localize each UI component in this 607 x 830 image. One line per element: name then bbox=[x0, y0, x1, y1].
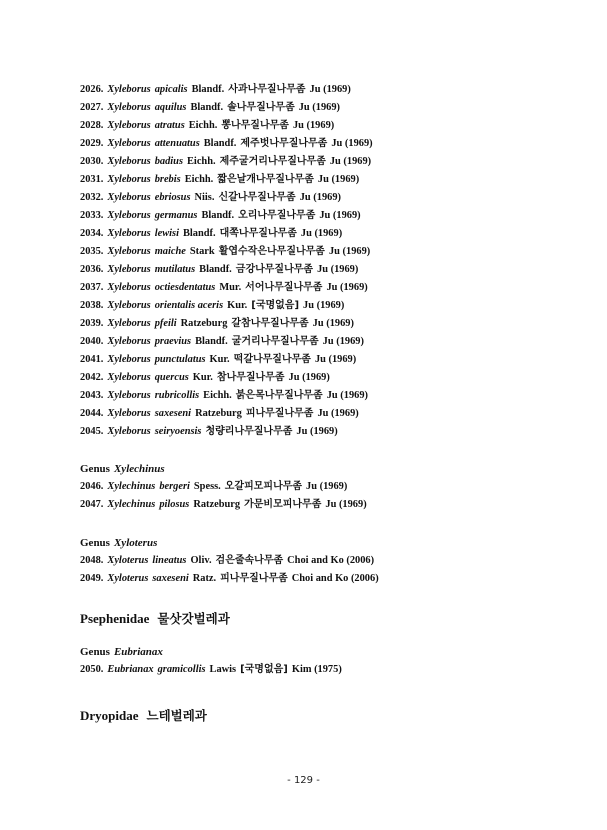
reference: Ju (1969) bbox=[322, 336, 364, 347]
species-entry bbox=[80, 425, 338, 438]
reference: Ju (1969) bbox=[300, 228, 343, 239]
entry-number: 2039. bbox=[80, 318, 104, 329]
reference: Ju (1969) bbox=[314, 354, 357, 365]
korean-name: 활엽수작은나무질나무좀 bbox=[218, 246, 325, 257]
family-heading bbox=[80, 611, 230, 627]
korean-name: 붉은목나무질나무좀 bbox=[235, 390, 323, 401]
reference: Ju (1969) bbox=[326, 390, 368, 401]
genus-epithet: Xyleborus bbox=[107, 318, 151, 329]
species-epithet: quercus bbox=[154, 372, 189, 383]
species-epithet: mutilatus bbox=[154, 264, 196, 275]
korean-name: 피나무질나무좀 bbox=[245, 408, 314, 419]
species-epithet: punctulatus bbox=[154, 354, 206, 365]
korean-name: 서어나무질나무좀 bbox=[245, 282, 323, 293]
korean-name: 금강나무질나무좀 bbox=[235, 264, 314, 275]
entry-number: 2034. bbox=[80, 228, 104, 239]
entry-number: 2040. bbox=[80, 336, 104, 347]
genus-epithet: Xylechinus bbox=[107, 481, 156, 492]
reference: Ju (1969) bbox=[331, 138, 373, 149]
species-epithet: pilosus bbox=[159, 499, 190, 510]
genus-epithet: Xyleborus bbox=[107, 192, 151, 203]
author: Ratz. bbox=[192, 573, 217, 584]
entry-number: 2033. bbox=[80, 210, 104, 221]
genus-epithet: Xyloterus bbox=[107, 555, 149, 566]
entry-number: 2035. bbox=[80, 246, 104, 257]
reference: Kim (1975) bbox=[291, 664, 342, 675]
genus-label: Genus bbox=[80, 463, 110, 475]
species-epithet: pfeili bbox=[154, 318, 177, 329]
reference: Ju (1969) bbox=[325, 499, 367, 510]
species-entry bbox=[80, 389, 368, 402]
korean-name: 갈참나무질나무좀 bbox=[231, 318, 309, 329]
genus-epithet: Xyleborus bbox=[107, 246, 151, 257]
species-epithet: lewisi bbox=[154, 228, 179, 239]
author: Eichh. bbox=[184, 174, 214, 185]
species-entry bbox=[80, 480, 347, 493]
species-entry bbox=[80, 209, 361, 222]
author: Spess. bbox=[193, 481, 221, 492]
species-entry bbox=[80, 317, 354, 330]
species-epithet: germanus bbox=[154, 210, 198, 221]
genus-name: Xyloterus bbox=[113, 537, 158, 549]
genus-epithet: Xyleborus bbox=[107, 300, 151, 311]
species-entry bbox=[80, 173, 359, 186]
reference: Choi and Ko (2006) bbox=[291, 573, 379, 584]
author: Niis. bbox=[194, 192, 215, 203]
species-entry bbox=[80, 119, 334, 132]
korean-name: 검은줄속나무좀 bbox=[215, 555, 284, 566]
species-epithet: aquilus bbox=[154, 102, 187, 113]
author: Eichh. bbox=[203, 390, 232, 401]
entry-number: 2050. bbox=[80, 664, 104, 675]
author: Ratzeburg bbox=[180, 318, 228, 329]
entry-number: 2037. bbox=[80, 282, 104, 293]
species-entry bbox=[80, 407, 359, 420]
reference: Ju (1969) bbox=[292, 120, 335, 131]
korean-name: 떡갈나무질나무좀 bbox=[233, 354, 311, 365]
species-entry bbox=[80, 663, 342, 676]
reference: Ju (1969) bbox=[288, 372, 330, 383]
entry-number: 2028. bbox=[80, 120, 104, 131]
species-entry bbox=[80, 335, 364, 348]
species-epithet: brebis bbox=[154, 174, 181, 185]
reference: Ju (1969) bbox=[317, 174, 360, 185]
document-page bbox=[80, 0, 590, 830]
species-epithet: saxeseni bbox=[152, 573, 189, 584]
genus-heading bbox=[80, 462, 165, 476]
genus-epithet: Xyleborus bbox=[107, 336, 151, 347]
entry-number: 2032. bbox=[80, 192, 104, 203]
reference: Ju (1969) bbox=[309, 84, 351, 95]
genus-heading bbox=[80, 645, 163, 659]
species-entry bbox=[80, 263, 358, 276]
author: Lawis bbox=[209, 664, 237, 675]
entry-number: 2049. bbox=[80, 573, 104, 584]
species-entry bbox=[80, 498, 367, 511]
species-entry bbox=[80, 245, 370, 258]
entry-number: 2038. bbox=[80, 300, 104, 311]
author: Kur. bbox=[227, 300, 248, 311]
reference: Ju (1969) bbox=[303, 300, 345, 311]
reference: Choi and Ko (2006) bbox=[287, 555, 375, 566]
genus-epithet: Xyleborus bbox=[107, 102, 151, 113]
entry-number: 2043. bbox=[80, 390, 104, 401]
reference: Ju (1969) bbox=[306, 481, 348, 492]
species-epithet: attenuatus bbox=[154, 138, 200, 149]
author: Kur. bbox=[209, 354, 230, 365]
entry-number: 2042. bbox=[80, 372, 104, 383]
genus-epithet: Xyleborus bbox=[107, 120, 151, 131]
species-epithet: gramicollis bbox=[157, 664, 206, 675]
genus-name: Xylechinus bbox=[113, 463, 165, 475]
genus-name: Eubrianax bbox=[113, 646, 163, 658]
species-entry bbox=[80, 572, 379, 585]
genus-epithet: Xyleborus bbox=[107, 174, 151, 185]
genus-epithet: Xyleborus bbox=[107, 390, 151, 401]
species-entry bbox=[80, 155, 371, 168]
korean-name: 가문비모피나무좀 bbox=[244, 499, 322, 510]
entry-number: 2041. bbox=[80, 354, 104, 365]
genus-label: Genus bbox=[80, 646, 110, 658]
reference: Ju (1969) bbox=[317, 264, 359, 275]
author: Blandf. bbox=[191, 84, 225, 95]
entry-number: 2047. bbox=[80, 499, 104, 510]
korean-name: 신갈나무질나무좀 bbox=[218, 192, 296, 203]
korean-name: 대쪽나무질나무좀 bbox=[219, 228, 297, 239]
reference: Ju (1969) bbox=[299, 192, 341, 203]
entry-number: 2044. bbox=[80, 408, 104, 419]
korean-name: 오갈피모피나무좀 bbox=[224, 481, 303, 492]
species-entry bbox=[80, 554, 374, 567]
korean-name: 사과나무질나무좀 bbox=[228, 84, 306, 95]
author: Blandf. bbox=[203, 138, 237, 149]
family-korean-name: 물삿갓벌레과 bbox=[157, 611, 230, 626]
author: Eichh. bbox=[188, 120, 218, 131]
entry-number: 2048. bbox=[80, 555, 104, 566]
korean-name: [국명없음] bbox=[240, 664, 288, 675]
author: Blandf. bbox=[195, 336, 228, 347]
species-epithet: atratus bbox=[154, 120, 185, 131]
species-entry bbox=[80, 299, 344, 312]
genus-epithet: Xyleborus bbox=[107, 264, 151, 275]
genus-epithet: Eubrianax bbox=[107, 664, 154, 675]
korean-name: 굴거리나무질나무좀 bbox=[231, 336, 319, 347]
entry-number: 2026. bbox=[80, 84, 104, 95]
entry-number: 2029. bbox=[80, 138, 104, 149]
page-number: - 129 - bbox=[287, 775, 320, 786]
species-epithet: orientalis aceris bbox=[154, 300, 224, 311]
family-latin-name: Dryopidae bbox=[80, 708, 139, 723]
genus-epithet: Xyleborus bbox=[107, 210, 151, 221]
korean-name: 참나무질나무좀 bbox=[216, 372, 285, 383]
author: Blandf. bbox=[190, 102, 224, 113]
genus-epithet: Xyloterus bbox=[107, 573, 149, 584]
reference: Ju (1969) bbox=[326, 282, 368, 293]
genus-epithet: Xyleborus bbox=[107, 372, 151, 383]
author: Blandf. bbox=[201, 210, 235, 221]
author: Blandf. bbox=[199, 264, 232, 275]
korean-name: 짧은날개나무질나무좀 bbox=[217, 174, 314, 185]
family-latin-name: Psephenidae bbox=[80, 611, 150, 626]
author: Kur. bbox=[192, 372, 213, 383]
entry-number: 2036. bbox=[80, 264, 104, 275]
reference: Ju (1969) bbox=[328, 246, 371, 257]
entry-number: 2027. bbox=[80, 102, 104, 113]
species-entry bbox=[80, 227, 342, 240]
genus-epithet: Xyleborus bbox=[107, 282, 151, 293]
species-entry bbox=[80, 371, 330, 384]
species-entry bbox=[80, 281, 368, 294]
species-entry bbox=[80, 83, 351, 96]
author: Stark bbox=[189, 246, 215, 257]
genus-label: Genus bbox=[80, 537, 110, 549]
entry-number: 2030. bbox=[80, 156, 104, 167]
species-epithet: maiche bbox=[154, 246, 186, 257]
reference: Ju (1969) bbox=[312, 318, 354, 329]
entry-number: 2046. bbox=[80, 481, 104, 492]
korean-name: [국명없음] bbox=[251, 300, 300, 311]
species-epithet: rubricollis bbox=[154, 390, 200, 401]
author: Eichh. bbox=[187, 156, 216, 167]
genus-epithet: Xyleborus bbox=[107, 354, 151, 365]
species-entry bbox=[80, 191, 341, 204]
genus-epithet: Xyleborus bbox=[107, 84, 151, 95]
genus-heading bbox=[80, 536, 157, 550]
genus-epithet: Xyleborus bbox=[107, 426, 151, 437]
entry-number: 2031. bbox=[80, 174, 104, 185]
korean-name: 제주벗나무질나무좀 bbox=[240, 138, 328, 149]
species-epithet: ebriosus bbox=[154, 192, 191, 203]
species-epithet: lineatus bbox=[152, 555, 187, 566]
author: Oliv. bbox=[190, 555, 212, 566]
reference: Ju (1969) bbox=[298, 102, 341, 113]
species-entry bbox=[80, 353, 356, 366]
author: Mur. bbox=[219, 282, 242, 293]
author: Ratzeburg bbox=[195, 408, 242, 419]
reference: Ju (1969) bbox=[329, 156, 372, 167]
species-epithet: bergeri bbox=[159, 481, 190, 492]
korean-name: 뽕나무질나무좀 bbox=[221, 120, 289, 131]
korean-name: 솔나무질나무좀 bbox=[227, 102, 295, 113]
korean-name: 오리나무질나무좀 bbox=[238, 210, 316, 221]
reference: Ju (1969) bbox=[319, 210, 361, 221]
genus-epithet: Xyleborus bbox=[107, 138, 151, 149]
korean-name: 피나무질나무좀 bbox=[220, 573, 288, 584]
reference: Ju (1969) bbox=[317, 408, 359, 419]
genus-epithet: Xylechinus bbox=[107, 499, 156, 510]
korean-name: 청량리나무질나무좀 bbox=[205, 426, 293, 437]
reference: Ju (1969) bbox=[296, 426, 338, 437]
entry-number: 2045. bbox=[80, 426, 104, 437]
family-heading bbox=[80, 708, 207, 724]
species-entry bbox=[80, 137, 373, 150]
author: Ratzeburg bbox=[193, 499, 241, 510]
species-epithet: praevius bbox=[154, 336, 192, 347]
species-entry bbox=[80, 101, 340, 114]
species-epithet: octiesdentatus bbox=[154, 282, 216, 293]
species-epithet: seiryoensis bbox=[154, 426, 202, 437]
genus-epithet: Xyleborus bbox=[107, 228, 151, 239]
family-korean-name: 느테벌레과 bbox=[146, 708, 207, 723]
species-epithet: saxeseni bbox=[154, 408, 192, 419]
korean-name: 제주굴거리나무질나무좀 bbox=[219, 156, 326, 167]
species-epithet: apicalis bbox=[154, 84, 188, 95]
genus-epithet: Xyleborus bbox=[107, 156, 151, 167]
genus-epithet: Xyleborus bbox=[107, 408, 151, 419]
species-epithet: badius bbox=[154, 156, 183, 167]
author: Blandf. bbox=[182, 228, 216, 239]
